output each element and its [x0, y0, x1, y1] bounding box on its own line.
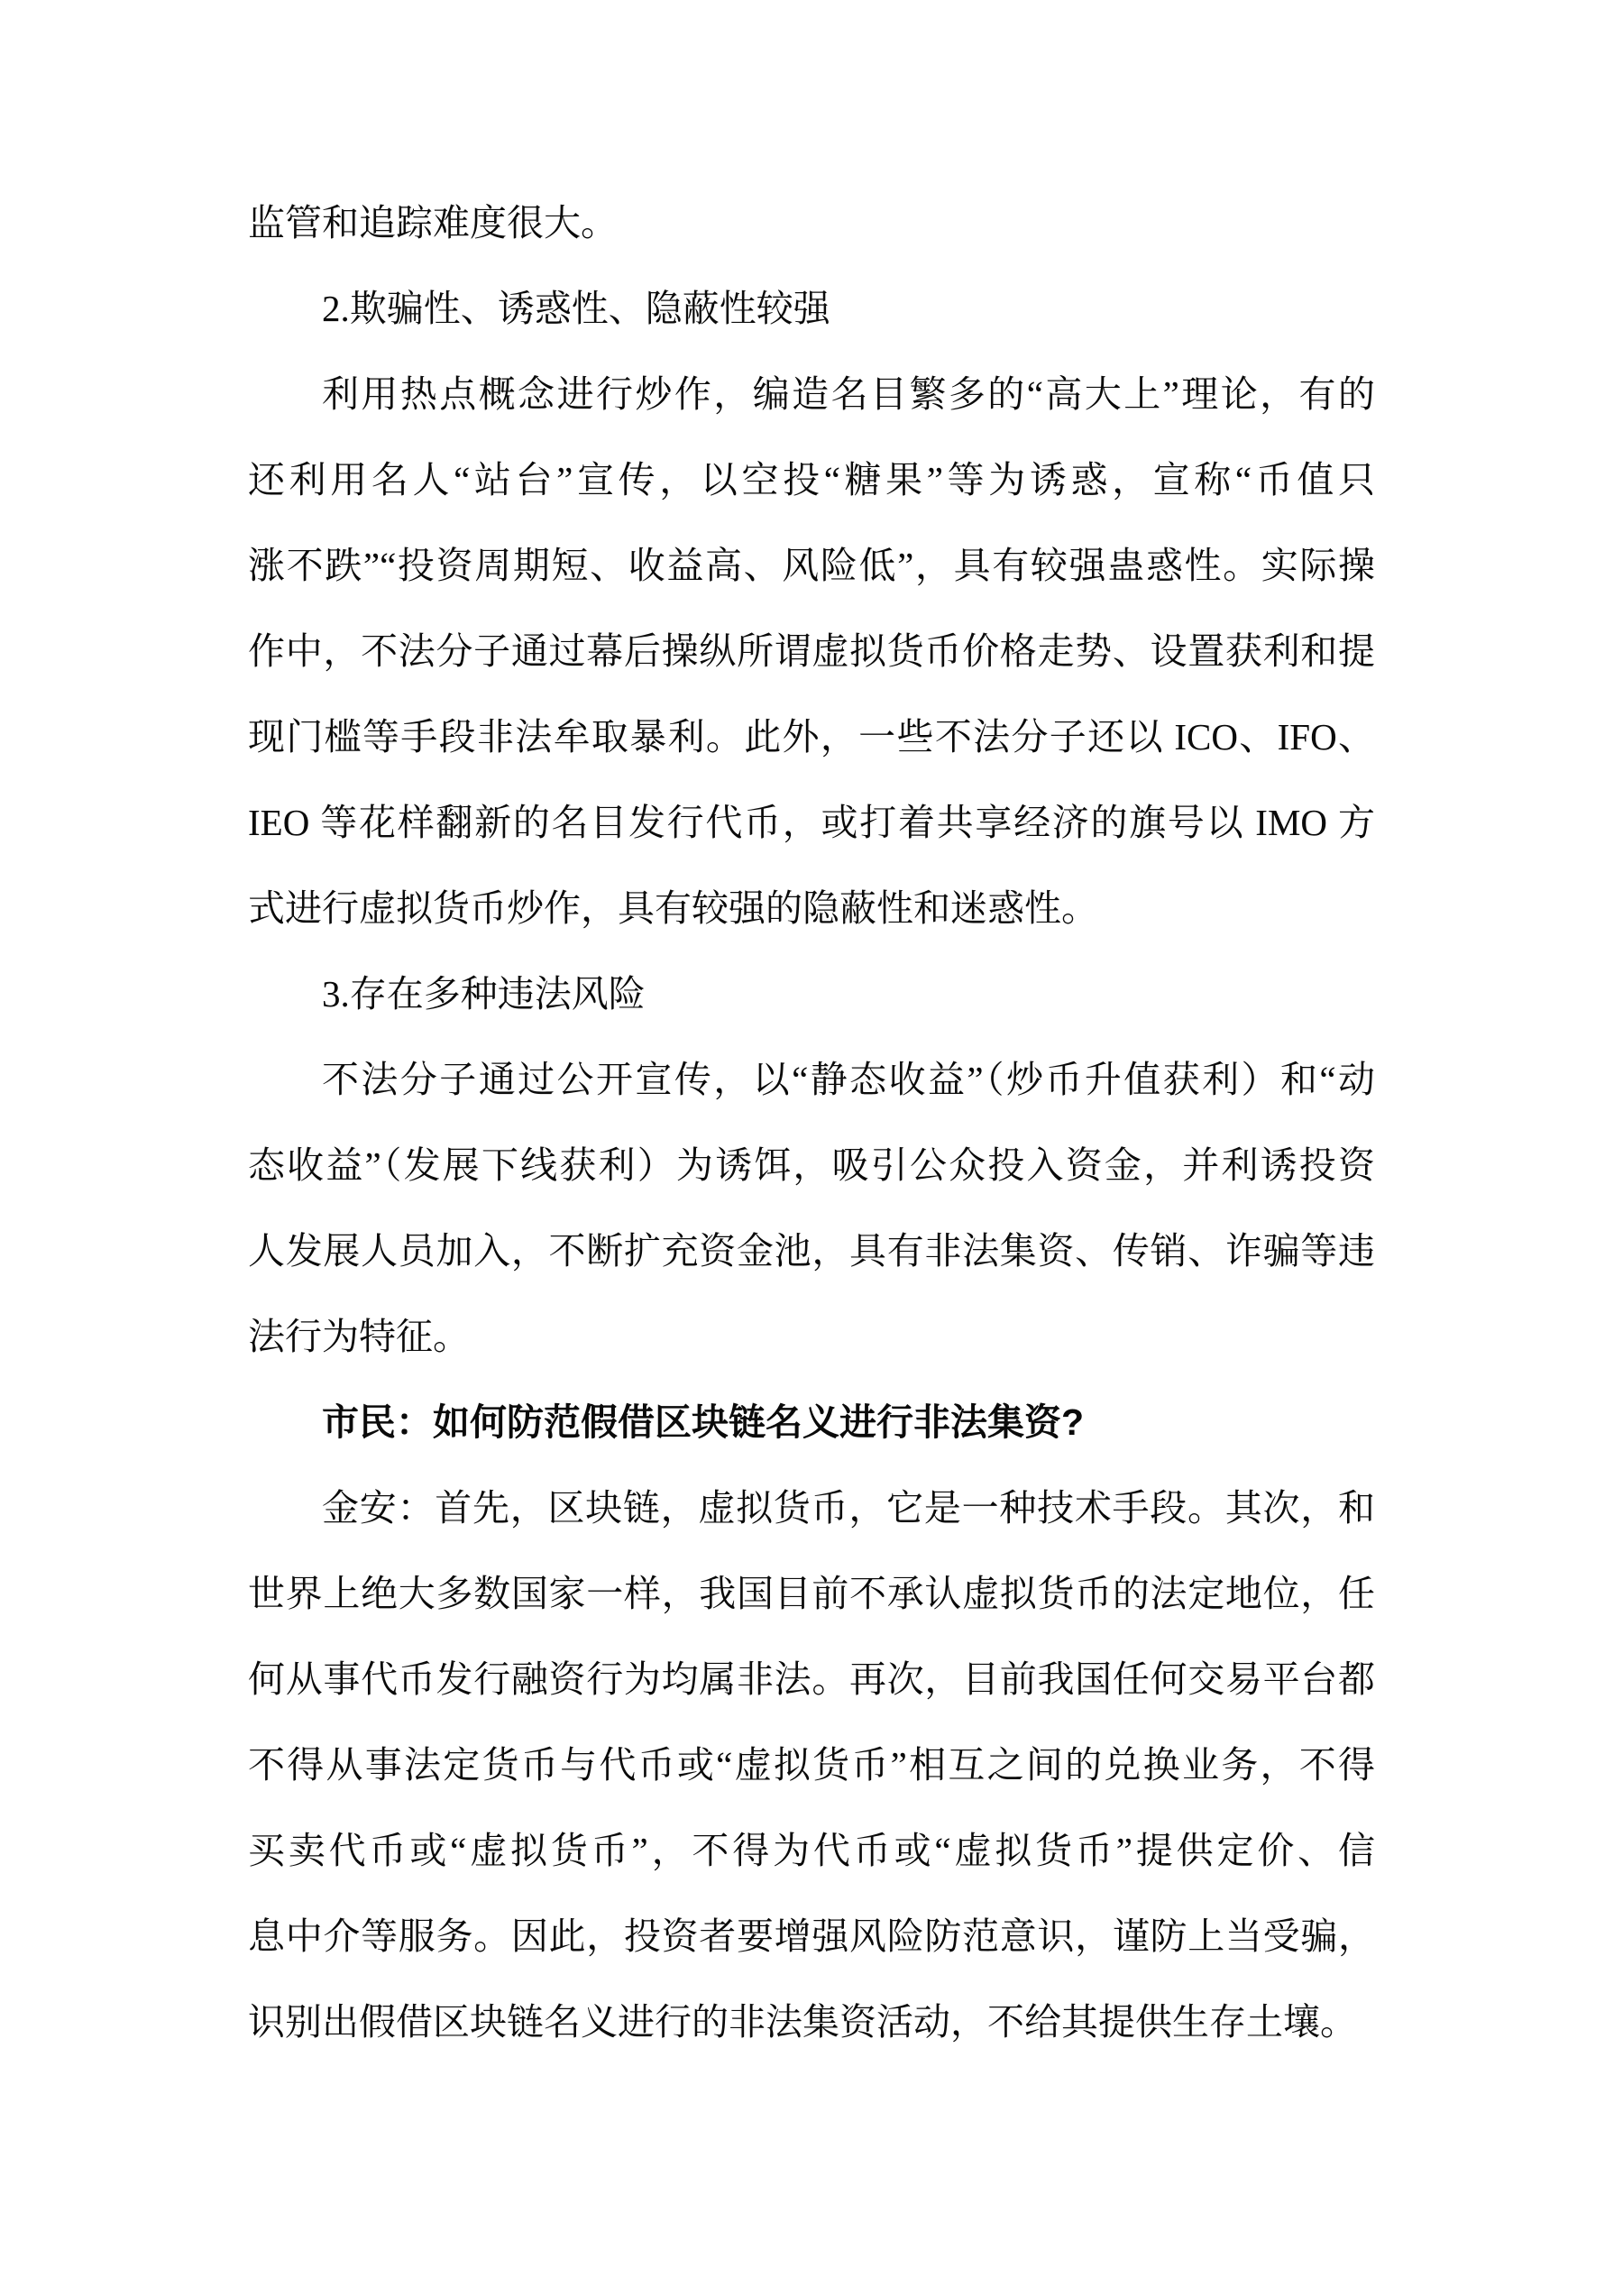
text-line: 识别出假借区块链名义进行的非法集资活动，不给其提供生存土壤。 [248, 2001, 1357, 2043]
text-line: 3.存在多种违法风险 [322, 973, 646, 1015]
text-line: 何从事代币发行融资行为均属非法。再次，目前我国任何交易平台都 [248, 1658, 1375, 1700]
text-line: 不得从事法定货币与代币或“虚拟货币”相互之间的兑换业务，不得 [248, 1744, 1375, 1786]
text-line: 式进行虚拟货币炒作，具有较强的隐蔽性和迷惑性。 [248, 887, 1098, 929]
text-line: 态收益”（发展下线获利）为诱饵，吸引公众投入资金，并利诱投资 [248, 1144, 1375, 1186]
text-line: IEO 等花样翻新的名目发行代币，或打着共享经济的旗号以 IMO 方 [248, 802, 1375, 843]
text-line: 金安：首先，区块链，虚拟货币，它是一种技术手段。其次，和 [322, 1487, 1375, 1529]
text-line: 息中介等服务。因此，投资者要增强风险防范意识，谨防上当受骗， [248, 1915, 1375, 1957]
text-line: 涨不跌”“投资周期短、收益高、风险低”，具有较强蛊惑性。实际操 [248, 545, 1375, 586]
text-line: 利用热点概念进行炒作，编造名目繁多的“高大上”理论，有的 [322, 373, 1375, 415]
text-line: 2.欺骗性、诱惑性、隐蔽性较强 [322, 288, 830, 329]
document-body [248, 180, 1375, 2065]
text-line: 法行为特征。 [248, 1316, 470, 1357]
text-line: 买卖代币或“虚拟货币”，不得为代币或“虚拟货币”提供定价、信 [248, 1830, 1375, 1871]
text-line: 还利用名人“站台”宣传，以空投“糖果”等为诱惑，宣称“币值只 [248, 459, 1375, 501]
text-line: 世界上绝大多数国家一样，我国目前不承认虚拟货币的法定地位，任 [248, 1573, 1375, 1614]
text-line: 监管和追踪难度很大。 [248, 202, 618, 243]
text-line: 作中，不法分子通过幕后操纵所谓虚拟货币价格走势、设置获利和提 [248, 630, 1375, 672]
text-line: 现门槛等手段非法牟取暴利。此外，一些不法分子还以 ICO、IFO、 [248, 716, 1375, 758]
text-line: 不法分子通过公开宣传，以“静态收益”（炒币升值获利）和“动 [322, 1059, 1375, 1100]
heading-line: 市民：如何防范假借区块链名义进行非法集资? [322, 1401, 1085, 1443]
text-line: 人发展人员加入，不断扩充资金池，具有非法集资、传销、诈骗等违 [248, 1230, 1375, 1272]
